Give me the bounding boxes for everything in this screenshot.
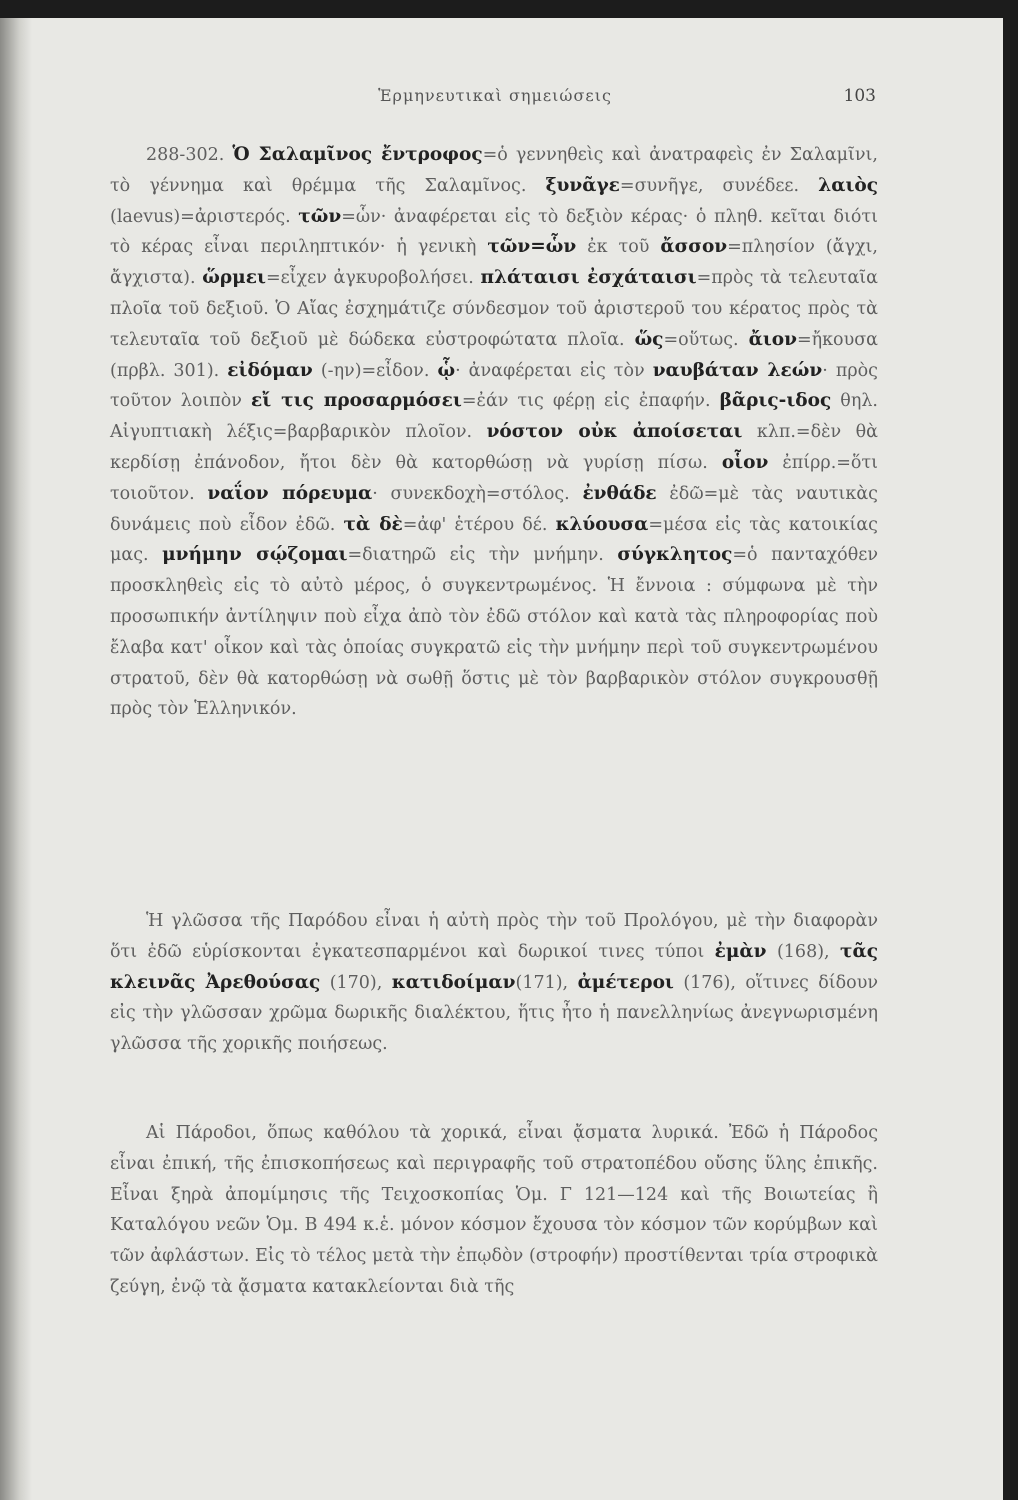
lemma: ξυνᾶγε xyxy=(545,174,620,196)
lemma: εἰδόμαν xyxy=(227,359,313,381)
lemma: τῶν=ὧν xyxy=(487,236,577,258)
body-text: Ἡ γλῶσσα τῆς Παρόδου εἶναι ἡ αὐτὴ πρὸς τὴν τοῦ Προλόγου, μὲ τὴν διαφορὰν ὅτι ἐδῶ εὑρίσκονται ἐγκατεσπαρμένοι καὶ δωρικοί τινες τύποι xyxy=(110,911,878,962)
gloss: =ἐάν τις φέρῃ εἰς ἐπαφήν. xyxy=(461,391,711,412)
gloss: κλπ.=δὲν θὰ κερδίσῃ ἐπάνοδον, ἤτοι δὲν θὰ κατορθώσῃ νὰ γυρίσῃ πίσω. xyxy=(110,422,878,473)
lemma: νόστον οὐκ ἀποίσεται xyxy=(486,421,743,443)
lemma: ναΐον πόρευμα xyxy=(207,482,373,504)
gloss: (laevus)=ἀριστερός. xyxy=(110,206,291,227)
gloss: =συνῆγε, συνέδεε. xyxy=(619,175,800,196)
lemma: ἐμὰν xyxy=(714,940,767,962)
lemma: βᾶρις-ιδος xyxy=(719,390,832,412)
body-text: (176), οἵτινες δίδουν εἰς τὴν γλῶσσαν χρῶμα δωρικῆς διαλέκτου, ἥτις ἦτο ἡ πανελληνίως ἀνεγνωρισμένη γλῶσσα τῆς χορικῆς ποιήσεως. xyxy=(110,972,878,1055)
gloss: =ἤκουσα (πρβλ. 301). xyxy=(110,329,878,381)
lemma: οἷον xyxy=(721,451,769,473)
lemma: πλάταισι ἐσχάταισι xyxy=(480,267,697,289)
parodos-paragraph xyxy=(110,1118,878,1303)
gloss: =εἶχεν ἀγκυροβολήσει. xyxy=(265,268,474,289)
lemma: ἄιον xyxy=(748,328,797,350)
gloss: ἐδῶ=μὲ τὰς ναυτικὰς δυνάμεις ποὺ εἶδον ἐδῶ. xyxy=(110,483,878,535)
lemma: ὥρμει xyxy=(202,267,266,289)
lemma: τῶν xyxy=(298,205,342,227)
gloss: =πρὸς τὰ τελευταῖα πλοῖα τοῦ δεξιοῦ. Ὁ Αἴας ἐσχημάτιζε σύνδεσμον τοῦ ἀριστεροῦ του κέρατος πρὸς τὰ τελευταῖα τοῦ δεξιοῦ μὲ δώδεκα εὐστροφώτατα πλοῖα. xyxy=(110,268,878,350)
lemma: ἄσσον xyxy=(660,236,728,258)
running-title: Ἑρμηνευτικαὶ σημειώσεις xyxy=(378,86,612,105)
lemma: σύγκλητος xyxy=(617,544,733,566)
line-range: 288-302. xyxy=(146,145,225,165)
lemma: λαιὸς xyxy=(818,174,878,196)
gloss: =διατηρῶ εἰς τὴν μνήμην. xyxy=(347,545,604,566)
gloss: · ἀναφέρεται εἰς τὸν xyxy=(455,360,645,381)
gloss: =ὁ γεννηθεὶς καὶ ἀνατραφεὶς ἐν Σαλαμῖνι, τὸ γέννημα καὶ θρέμμα τῆς Σαλαμῖνος. xyxy=(110,145,878,196)
gloss: ἐκ τοῦ xyxy=(587,237,650,258)
gloss: =ἀφ' ἑτέρου δέ. xyxy=(402,514,548,535)
gloss: (-ην)=εἶδον. xyxy=(320,360,430,381)
lemma: τὰ δὲ xyxy=(343,513,403,535)
gloss: =μέσα εἰς τὰς κατοικίας μας. xyxy=(110,514,878,566)
commentary-paragraph xyxy=(110,140,878,725)
gloss: θηλ. Αἰγυπτιακὴ λέξις=βαρβαρικὸν πλοῖον. xyxy=(110,391,878,443)
lemma: μνήμην σῴζομαι xyxy=(162,544,348,566)
line-ref: (171), xyxy=(515,972,569,993)
lemma: ὥς xyxy=(634,328,664,350)
lemma: ἐνθάδε xyxy=(582,482,657,504)
body-text: Αἱ Πάροδοι, ὅπως καθόλου τὰ χορικά, εἶναι ᾄσματα λυρικά. Ἐδῶ ἡ Πάροδος εἶναι ἐπική, τῆς ἐπισκοπήσεως καὶ περιγραφῆς τοῦ στρατοπέδου οὔσης ὕλης ἐπικῆς. Εἶναι ξηρὰ ἀπομίμησις τῆς Τειχοσκοπίας Ὁμ. Γ 121—124 καὶ τῆς Βοιωτείας ἢ Καταλόγου νεῶν Ὁμ. Β 494 κ.ἑ. μόνον κόσμον ἔχουσα τὸν κόσμον τῶν κορύμβων καὶ τῶν ἀφλάστων. Εἰς τὸ τέλος μετὰ τὴν ἐπῳδὸν (στροφήν) προστίθενται τρία στροφικὰ ζεύγη, ἐνῷ τὰ ᾄσματα κατακλείονται διὰ τῆς xyxy=(110,1123,878,1297)
gloss: =οὕτως. xyxy=(663,329,739,350)
gloss: ἐπίρρ.=ὅτι τοιοῦτον. xyxy=(110,452,878,504)
line-ref: (168), xyxy=(776,941,830,962)
dialect-paragraph xyxy=(110,906,878,1060)
book-page xyxy=(0,18,1003,1500)
lemma: κλύουσα xyxy=(555,513,649,535)
gloss: =ὁ πανταχόθεν προσκληθεὶς εἰς τὸ αὐτὸ μέρος, ὁ συγκεντρωμένος. Ἡ ἔννοια : σύμφωνα μὲ τὴν προσωπικήν ἀντίληψιν ποὺ εἶχα ἀπὸ τὸν ἐδῶ στόλον καὶ κατὰ τὰς πληροφορίας ποὺ ἔλαβα κατ' οἶκον καὶ τὰς ὁποίας συγκρατῶ εἰς τὴν μνήμην περὶ τοῦ συγκεντρωμένου στρατοῦ, δὲν θὰ κατορθώσῃ νὰ σωθῇ ὅστις μὲ τὸν βαρβαρικὸν στόλον συγκρουσθῇ πρὸς τὸν Ἑλληνικόν. xyxy=(110,545,878,720)
line-ref: (170), xyxy=(329,972,383,993)
lemma: ἀμέτεροι xyxy=(577,971,674,993)
page-header xyxy=(100,86,890,116)
gloss: · πρὸς τοῦτον λοιπὸν xyxy=(110,360,878,412)
lemma: εἴ τις προσαρμόσει xyxy=(251,390,462,412)
page-number: 103 xyxy=(843,86,876,106)
lemma: Ὁ Σαλαμῖνος ἔντροφος xyxy=(232,144,483,165)
gloss: =ὧν· ἀναφέρεται εἰς τὸ δεξιὸν κέρας· ὁ πληθ. κεῖται διότι τὸ κέρας εἶναι περιληπτικόν· ἡ γενικὴ xyxy=(110,206,878,258)
lemma: τᾶς κλεινᾶς Ἀρεθούσας xyxy=(110,940,878,993)
lemma: κατιδοίμαν xyxy=(391,971,516,993)
gloss: =πλησίον (ἄγχι, ἄγχιστα). xyxy=(110,237,878,289)
lemma: ᾧ xyxy=(437,359,456,381)
gloss: · συνεκδοχὴ=στόλος. xyxy=(372,483,570,504)
lemma: ναυβάταν λεών xyxy=(652,359,823,381)
